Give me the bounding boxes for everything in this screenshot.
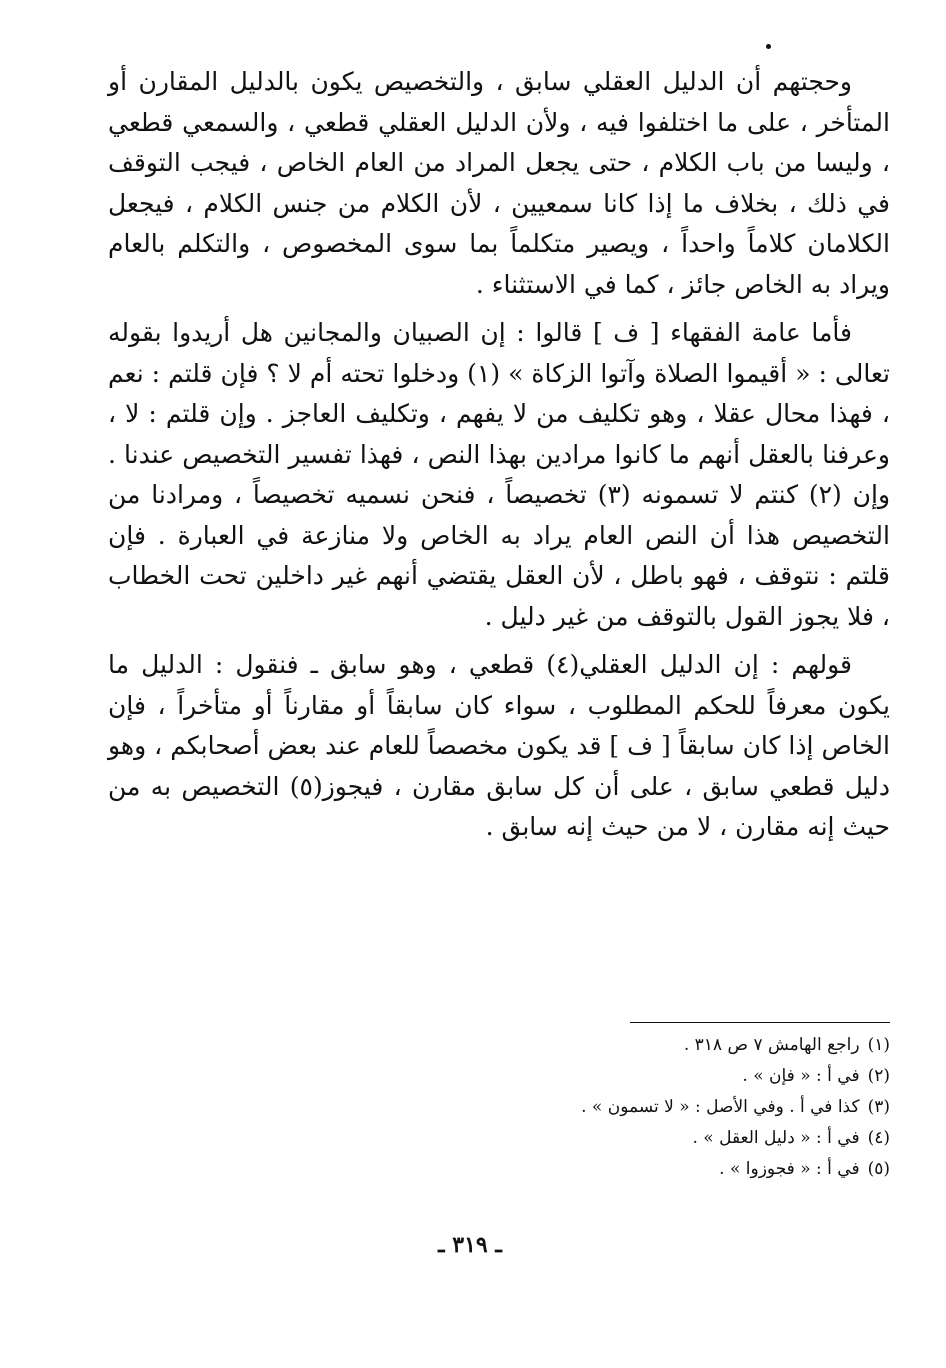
footnote-text: في أ : « فإن » . xyxy=(742,1066,860,1086)
footnote-number: (١) xyxy=(867,1035,890,1055)
footnote-number: (٢) xyxy=(867,1066,890,1086)
footnote-4 xyxy=(400,1123,890,1154)
paragraph-2: فأما عامة الفقهاء [ ف ] قالوا : إن الصبيان والمجانين هل أريدوا بقوله تعالى : « أقيموا الصلاة وآتوا الزكاة » (١) ودخلوا تحته أم لا ؟ فإن قلتم : نعم ، فهذا محال عقلا ، وهو تكليف من لا يفهم ، وتكليف العاجز . وإن قلتم : لا ، وعرفنا بالعقل أنهم ما كانوا مرادين بهذا النص ، فهذا تفسير التخصيص عندنا . وإن (٢) كنتم لا تسمونه (٣) تخصيصاً ، فنحن نسميه تخصيصاً ، ومرادنا من التخصيص هذا أن النص العام يراد به الخاص ولا منازعة في العبارة . فإن قلتم : نتوقف ، فهو باطل ، لأن العقل يقتضي أنهم غير داخلين تحت الخطاب ، فلا يجوز القول بالتوقف من غير دليل . xyxy=(108,318,891,631)
footnote-text: راجع الهامش ٧ ص ٣١٨ . xyxy=(683,1035,860,1055)
footnote-number: (٥) xyxy=(867,1159,890,1179)
footnote-text: كذا في أ . وفي الأصل : « لا تسمون » . xyxy=(581,1097,860,1117)
footnotes-list xyxy=(400,1030,890,1185)
footnote-text: في أ : « فجوزوا » . xyxy=(719,1159,860,1179)
footnote-2 xyxy=(400,1061,890,1092)
page-dot-mark xyxy=(766,44,771,49)
footnote-number: (٣) xyxy=(867,1097,890,1117)
footnote-number: (٤) xyxy=(867,1128,890,1148)
footnote-separator xyxy=(630,1022,890,1023)
paragraph-1: وحجتهم أن الدليل العقلي سابق ، والتخصيص يكون بالدليل المقارن أو المتأخر ، على ما اختلفوا فيه ، ولأن الدليل العقلي قطعي ، والسمعي قطعي ، وليسا من باب الكلام ، حتى يجعل المراد من العام الخاص ، فيجب التوقف في ذلك ، بخلاف ما إذا كانا سمعيين ، لأن الكلام من جنس الكلام ، فيجعل الكلامان كلاماً واحداً ، ويصير متكلماً بما سوى المخصوص ، والتكلم بالعام ويراد به الخاص جائز ، كما في الاستثناء . xyxy=(108,67,890,299)
page-body xyxy=(108,62,890,856)
footnote-text: في أ : « دليل العقل » . xyxy=(692,1128,860,1148)
page-number: ـ ٣١٩ ـ xyxy=(438,1232,502,1258)
footnote-1 xyxy=(400,1030,890,1061)
footnote-3 xyxy=(400,1092,890,1123)
paragraph-3: قولهم : إن الدليل العقلي(٤) قطعي ، وهو سابق ـ فنقول : الدليل ما يكون معرفاً للحكم المطلوب ، سواء كان سابقاً أو مقارناً أو متأخراً ، فإن الخاص إذا كان سابقاً [ ف ] قد يكون مخصصاً للعام عند بعض أصحابكم ، وهو دليل قطعي سابق ، على أن كل سابق مقارن ، فيجوز(٥) التخصيص به من حيث إنه مقارن ، لا من حيث إنه سابق . xyxy=(108,650,890,841)
footnote-5 xyxy=(400,1154,890,1185)
